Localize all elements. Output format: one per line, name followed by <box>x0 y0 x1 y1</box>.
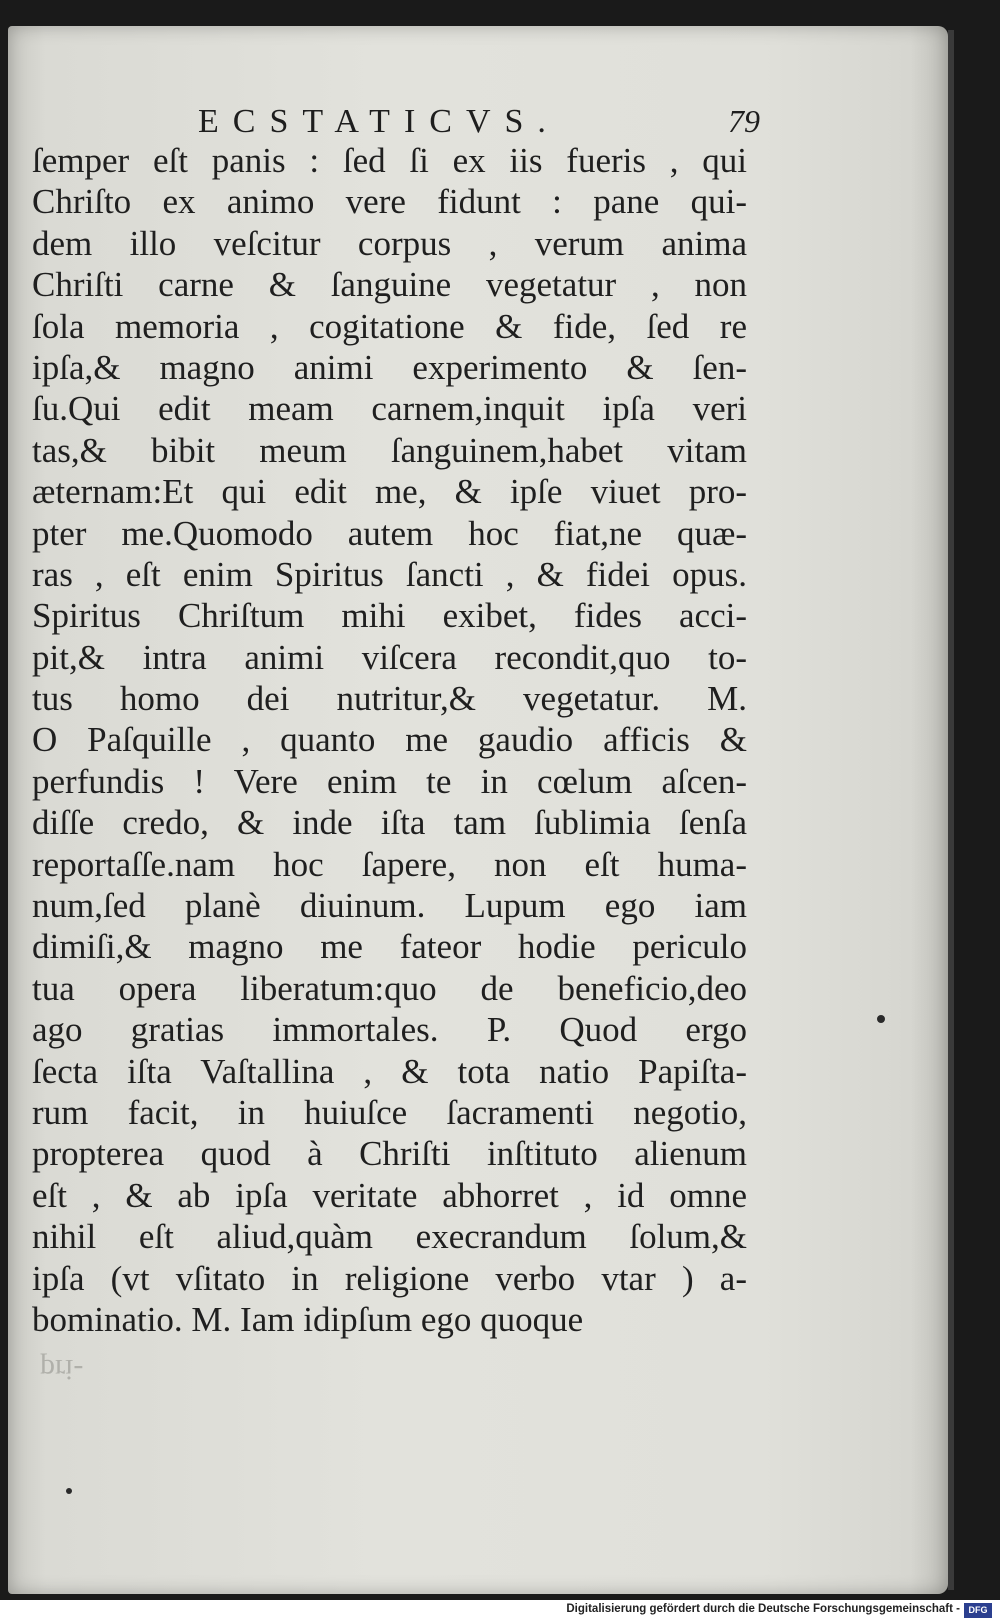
text-line: ras , eſt enim Spiritus ſancti , & fidei opus. <box>32 554 747 594</box>
text-line: propterea quod à Chriſti inſtituto alienum <box>32 1134 747 1174</box>
dfg-logo: DFG <box>964 1603 992 1618</box>
text-line: ſu.Qui edit meam carnem,inquit ipſa veri <box>32 389 747 429</box>
text-line: ipſa (vt vſitato in religione verbo vtar ) a- <box>32 1258 747 1298</box>
text-line: ipſa,& magno animi experimento & ſen- <box>32 347 747 387</box>
text-line: dimiſi,& magno me fateor hodie periculo <box>32 927 747 967</box>
text-line: ſemper eſt panis : ſed ſi ex iis fueris , qui <box>32 141 747 180</box>
text-line: pter me.Quomodo autem hoc fiat,ne quæ- <box>32 513 747 553</box>
funding-notice: Digitalisierung gefördert durch die Deutsche Forschungsgemeinschaft - <box>566 1603 960 1615</box>
page-header <box>30 95 760 145</box>
text-line: ſecta iſta Vaſtallina , & tota natio Papiſta- <box>32 1051 747 1091</box>
text-line: rum facit, in huiuſce ſacramenti negotio, <box>32 1092 747 1132</box>
ink-speck <box>66 1488 72 1494</box>
text-line: Chriſto ex animo vere fidunt : pane qui- <box>32 182 747 222</box>
text-line: dem illo veſcitur corpus , verum anima <box>32 223 747 263</box>
bleed-through-text: pri- <box>40 1353 84 1386</box>
text-line: pit,& intra animi viſcera recondit,quo to- <box>32 637 747 677</box>
text-line: eſt , & ab ipſa veritate abhorret , id omne <box>32 1175 747 1215</box>
text-line: num,ſed planè diuinum. Lupum ego iam <box>32 886 747 926</box>
text-line: reportaſſe.nam hoc ſapere, non eſt huma- <box>32 844 747 884</box>
text-line: Spiritus Chriſtum mihi exibet, fides acci- <box>32 596 747 636</box>
running-title: ECSTATICVS. <box>198 103 560 140</box>
text-line: tua opera liberatum:quo de beneficio,deo <box>32 968 747 1008</box>
footer-bar <box>0 1600 1000 1622</box>
text-line: Chriſti carne & ſanguine vegetatur , non <box>32 265 747 305</box>
text-line: ſola memoria , cogitatione & fide, ſed re <box>32 306 747 346</box>
text-line: æternam:Et qui edit me, & ipſe viuet pro- <box>32 472 747 512</box>
body-text <box>32 140 747 1340</box>
page-number: 79 <box>728 103 760 139</box>
text-line: tas,& bibit meum ſanguinem,habet vitam <box>32 430 747 470</box>
ink-speck <box>877 1015 885 1023</box>
text-line: O Paſquille , quanto me gaudio afficis & <box>32 720 747 760</box>
text-line: ago gratias immortales. P. Quod ergo <box>32 1010 747 1050</box>
text-line: tus homo dei nutritur,& vegetatur. M. <box>32 679 747 719</box>
text-line: bominatio. M. Iam idipſum ego quoque <box>32 1299 584 1339</box>
text-line: perfundis ! Vere enim te in cœlum aſcen- <box>32 761 747 801</box>
text-line: nihil eſt aliud,quàm execrandum ſolum,& <box>32 1217 747 1257</box>
page-edge <box>948 30 954 1590</box>
text-line: diſſe credo, & inde iſta tam ſublimia ſenſa <box>32 803 747 843</box>
